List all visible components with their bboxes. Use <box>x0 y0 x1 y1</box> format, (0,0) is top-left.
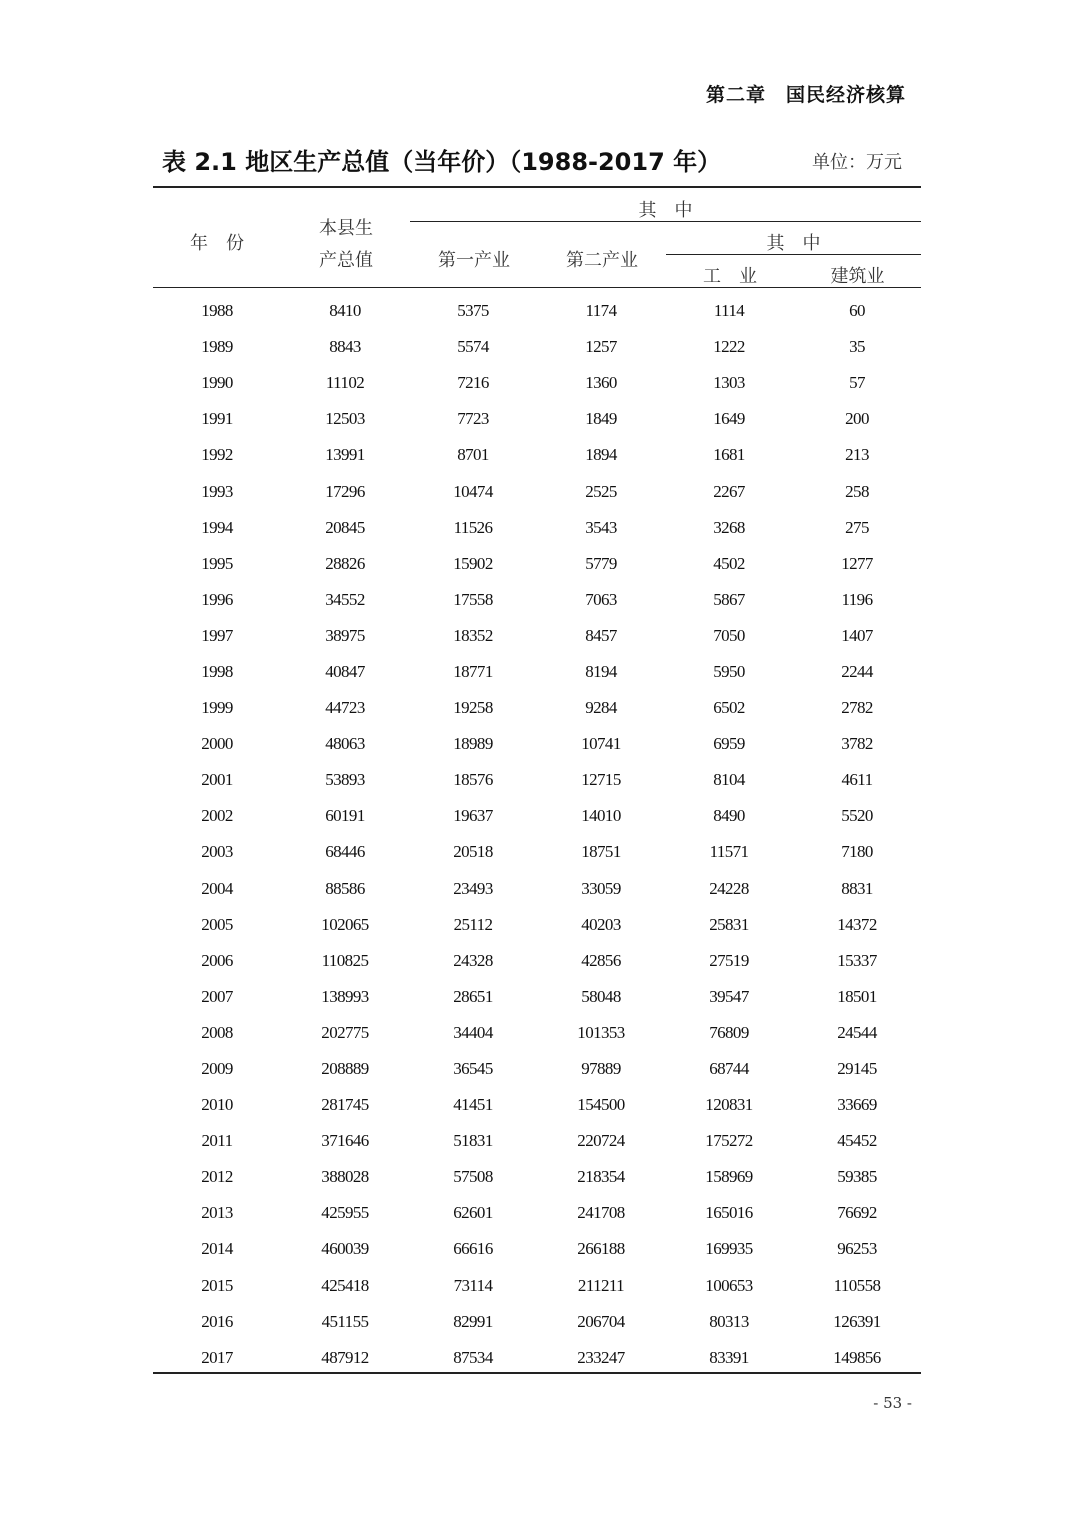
cell-secondary: 7063 <box>585 589 617 609</box>
cell-secondary: 58048 <box>581 986 621 1006</box>
cell-industry: 5950 <box>713 661 745 681</box>
header-gdp-line1: 本县生 <box>319 218 373 239</box>
cell-secondary: 1257 <box>585 337 617 357</box>
cell-primary: 19258 <box>453 698 493 718</box>
cell-construction: 126391 <box>833 1311 881 1331</box>
cell-year: 1991 <box>201 409 233 429</box>
cell-industry: 68744 <box>709 1059 749 1079</box>
cell-industry: 158969 <box>705 1167 753 1187</box>
cell-construction: 7180 <box>841 842 873 862</box>
cell-year: 2003 <box>201 842 233 862</box>
cell-gdp: 11102 <box>325 373 365 393</box>
cell-year: 2001 <box>201 770 233 790</box>
cell-gdp: 138993 <box>321 986 369 1006</box>
cell-industry: 11571 <box>709 842 749 862</box>
table-row <box>153 943 921 979</box>
cell-construction: 200 <box>845 409 869 429</box>
cell-gdp: 34552 <box>325 589 365 609</box>
cell-primary: 25112 <box>453 914 493 934</box>
cell-secondary: 14010 <box>581 806 621 826</box>
cell-gdp: 451155 <box>321 1311 369 1331</box>
cell-year: 2004 <box>201 878 233 898</box>
cell-secondary: 10741 <box>581 734 621 754</box>
table-row <box>153 907 921 943</box>
cell-primary: 8701 <box>457 445 489 465</box>
cell-construction: 5520 <box>841 806 873 826</box>
cell-construction: 149856 <box>833 1347 881 1367</box>
header-secondary-industry: 第二产业 <box>566 250 638 271</box>
cell-year: 2010 <box>201 1095 233 1115</box>
cell-industry: 6959 <box>713 734 745 754</box>
header-construction: 建筑业 <box>830 266 885 287</box>
cell-primary: 5375 <box>457 301 489 321</box>
cell-secondary: 1360 <box>585 373 617 393</box>
cell-industry: 8490 <box>713 806 745 826</box>
cell-construction: 275 <box>845 517 869 537</box>
cell-industry: 80313 <box>709 1311 749 1331</box>
cell-secondary: 206704 <box>577 1311 625 1331</box>
cell-year: 2008 <box>201 1022 233 1042</box>
cell-primary: 23493 <box>453 878 493 898</box>
cell-secondary: 154500 <box>577 1095 625 1115</box>
table-row <box>153 834 921 870</box>
cell-year: 1996 <box>201 589 233 609</box>
cell-primary: 18989 <box>453 734 493 754</box>
cell-secondary: 97889 <box>581 1059 621 1079</box>
cell-gdp: 281745 <box>321 1095 369 1115</box>
cell-construction: 76692 <box>837 1203 877 1223</box>
header-industry: 工 业 <box>703 266 757 287</box>
table-row <box>153 654 921 690</box>
table-row <box>153 690 921 726</box>
cell-construction: 18501 <box>837 986 877 1006</box>
table-row <box>153 473 921 509</box>
table-row <box>153 618 921 654</box>
cell-year: 1998 <box>201 661 233 681</box>
cell-industry: 7050 <box>713 625 745 645</box>
table-row <box>153 1159 921 1195</box>
table-row <box>153 437 921 473</box>
cell-year: 2016 <box>201 1311 233 1331</box>
header-year: 年 份 <box>190 233 244 254</box>
cell-secondary: 266188 <box>577 1239 625 1259</box>
cell-gdp: 48063 <box>325 734 365 754</box>
cell-gdp: 20845 <box>325 517 365 537</box>
cell-secondary: 18751 <box>581 842 621 862</box>
cell-year: 2014 <box>201 1239 233 1259</box>
cell-gdp: 388028 <box>321 1167 369 1187</box>
cell-year: 2017 <box>201 1347 233 1367</box>
cell-year: 1999 <box>201 698 233 718</box>
cell-construction: 2244 <box>841 661 873 681</box>
cell-primary: 20518 <box>453 842 493 862</box>
cell-primary: 82991 <box>453 1311 493 1331</box>
table-row <box>153 293 921 329</box>
cell-industry: 39547 <box>709 986 749 1006</box>
cell-secondary: 1174 <box>585 301 617 321</box>
cell-year: 2009 <box>201 1059 233 1079</box>
cell-year: 1992 <box>201 445 233 465</box>
cell-primary: 7723 <box>457 409 489 429</box>
cell-secondary: 9284 <box>585 698 617 718</box>
chapter-header: 第二章 国民经济核算 <box>705 84 906 106</box>
table-row <box>153 1123 921 1159</box>
cell-construction: 110558 <box>833 1275 881 1295</box>
cell-construction: 29145 <box>837 1059 877 1079</box>
cell-construction: 8831 <box>841 878 873 898</box>
cell-primary: 18576 <box>453 770 493 790</box>
cell-gdp: 460039 <box>321 1239 369 1259</box>
table-row <box>153 1340 921 1376</box>
cell-industry: 83391 <box>709 1347 749 1367</box>
cell-primary: 62601 <box>453 1203 493 1223</box>
cell-primary: 19637 <box>453 806 493 826</box>
cell-gdp: 68446 <box>325 842 365 862</box>
data-table <box>153 293 921 1376</box>
cell-primary: 11526 <box>453 517 493 537</box>
cell-industry: 2267 <box>713 481 745 501</box>
cell-construction: 96253 <box>837 1239 877 1259</box>
cell-secondary: 1849 <box>585 409 617 429</box>
cell-construction: 1277 <box>841 553 873 573</box>
cell-gdp: 102065 <box>321 914 369 934</box>
table-row <box>153 365 921 401</box>
table-row <box>153 1231 921 1267</box>
cell-industry: 120831 <box>705 1095 753 1115</box>
cell-secondary: 220724 <box>577 1131 625 1151</box>
cell-gdp: 371646 <box>321 1131 369 1151</box>
cell-construction: 24544 <box>837 1022 877 1042</box>
cell-industry: 1649 <box>713 409 745 429</box>
cell-construction: 45452 <box>837 1131 877 1151</box>
cell-secondary: 12715 <box>581 770 621 790</box>
cell-primary: 73114 <box>453 1275 493 1295</box>
cell-gdp: 13991 <box>325 445 365 465</box>
cell-primary: 34404 <box>453 1022 493 1042</box>
cell-year: 1989 <box>201 337 233 357</box>
cell-gdp: 60191 <box>325 806 365 826</box>
cell-primary: 5574 <box>457 337 489 357</box>
table-row <box>153 726 921 762</box>
cell-construction: 14372 <box>837 914 877 934</box>
cell-secondary: 101353 <box>577 1022 625 1042</box>
cell-secondary: 2525 <box>585 481 617 501</box>
cell-year: 2007 <box>201 986 233 1006</box>
cell-construction: 15337 <box>837 950 877 970</box>
table-row <box>153 1268 921 1304</box>
cell-industry: 1222 <box>713 337 745 357</box>
cell-industry: 6502 <box>713 698 745 718</box>
cell-construction: 57 <box>849 373 865 393</box>
cell-gdp: 53893 <box>325 770 365 790</box>
cell-secondary: 233247 <box>577 1347 625 1367</box>
cell-construction: 2782 <box>841 698 873 718</box>
table-title: 表 2.1 地区生产总值（当年价）（1988-2017 年） <box>162 148 722 176</box>
cell-year: 1997 <box>201 625 233 645</box>
title-row <box>162 142 902 182</box>
cell-primary: 51831 <box>453 1131 493 1151</box>
cell-primary: 28651 <box>453 986 493 1006</box>
header-of-which-sub: 其 中 <box>766 233 821 254</box>
cell-primary: 10474 <box>453 481 493 501</box>
cell-industry: 1303 <box>713 373 745 393</box>
header-gdp-line2: 产总值 <box>319 250 373 271</box>
cell-primary: 66616 <box>453 1239 493 1259</box>
cell-primary: 41451 <box>453 1095 493 1115</box>
cell-year: 1995 <box>201 553 233 573</box>
cell-gdp: 487912 <box>321 1347 369 1367</box>
cell-secondary: 5779 <box>585 553 617 573</box>
cell-gdp: 44723 <box>325 698 365 718</box>
cell-construction: 1196 <box>841 589 873 609</box>
cell-year: 1990 <box>201 373 233 393</box>
table-row <box>153 979 921 1015</box>
cell-secondary: 1894 <box>585 445 617 465</box>
cell-industry: 24228 <box>709 878 749 898</box>
cell-gdp: 17296 <box>325 481 365 501</box>
cell-industry: 1114 <box>713 301 745 321</box>
cell-secondary: 3543 <box>585 517 617 537</box>
cell-industry: 4502 <box>713 553 745 573</box>
cell-primary: 18352 <box>453 625 493 645</box>
cell-gdp: 110825 <box>321 950 369 970</box>
table-body <box>153 293 921 1376</box>
cell-industry: 76809 <box>709 1022 749 1042</box>
table-row <box>153 1195 921 1231</box>
cell-year: 2012 <box>201 1167 233 1187</box>
cell-gdp: 12503 <box>325 409 365 429</box>
cell-secondary: 8457 <box>585 625 617 645</box>
cell-gdp: 40847 <box>325 661 365 681</box>
cell-gdp: 28826 <box>325 553 365 573</box>
cell-gdp: 202775 <box>321 1022 369 1042</box>
cell-year: 1988 <box>201 301 233 321</box>
cell-secondary: 33059 <box>581 878 621 898</box>
cell-secondary: 8194 <box>585 661 617 681</box>
cell-industry: 5867 <box>713 589 745 609</box>
cell-industry: 27519 <box>709 950 749 970</box>
header-primary-industry: 第一产业 <box>438 250 510 271</box>
cell-construction: 33669 <box>837 1095 877 1115</box>
cell-year: 2013 <box>201 1203 233 1223</box>
cell-primary: 57508 <box>453 1167 493 1187</box>
cell-construction: 60 <box>849 301 865 321</box>
cell-primary: 15902 <box>453 553 493 573</box>
cell-secondary: 40203 <box>581 914 621 934</box>
cell-construction: 4611 <box>841 770 873 790</box>
table-row <box>153 1087 921 1123</box>
cell-secondary: 241708 <box>577 1203 625 1223</box>
cell-gdp: 88586 <box>325 878 365 898</box>
cell-primary: 87534 <box>453 1347 493 1367</box>
cell-secondary: 218354 <box>577 1167 625 1187</box>
cell-primary: 18771 <box>453 661 493 681</box>
table-row <box>153 762 921 798</box>
cell-primary: 7216 <box>457 373 489 393</box>
cell-year: 2006 <box>201 950 233 970</box>
cell-gdp: 38975 <box>325 625 365 645</box>
cell-construction: 3782 <box>841 734 873 754</box>
cell-primary: 17558 <box>453 589 493 609</box>
cell-year: 2015 <box>201 1275 233 1295</box>
cell-gdp: 208889 <box>321 1059 369 1079</box>
cell-construction: 35 <box>849 337 865 357</box>
top-rule <box>153 186 921 188</box>
table-row <box>153 401 921 437</box>
header-of-which: 其 中 <box>638 200 693 221</box>
cell-industry: 175272 <box>705 1131 753 1151</box>
cell-secondary: 42856 <box>581 950 621 970</box>
unit-label: 单位：万元 <box>812 152 902 173</box>
cell-industry: 169935 <box>705 1239 753 1259</box>
cell-industry: 165016 <box>705 1203 753 1223</box>
cell-construction: 1407 <box>841 625 873 645</box>
table-row <box>153 798 921 834</box>
cell-construction: 213 <box>845 445 869 465</box>
table-row <box>153 871 921 907</box>
cell-year: 1993 <box>201 481 233 501</box>
cell-gdp: 8410 <box>329 301 361 321</box>
cell-industry: 100653 <box>705 1275 753 1295</box>
cell-year: 2005 <box>201 914 233 934</box>
cell-industry: 1681 <box>713 445 745 465</box>
table-row <box>153 1051 921 1087</box>
table-row <box>153 546 921 582</box>
cell-gdp: 425418 <box>321 1275 369 1295</box>
table-row <box>153 1015 921 1051</box>
cell-primary: 24328 <box>453 950 493 970</box>
cell-construction: 59385 <box>837 1167 877 1187</box>
table-row <box>153 582 921 618</box>
table-row <box>153 329 921 365</box>
cell-construction: 258 <box>845 481 869 501</box>
table-row <box>153 510 921 546</box>
cell-industry: 25831 <box>709 914 749 934</box>
cell-industry: 8104 <box>713 770 745 790</box>
cell-gdp: 8843 <box>329 337 361 357</box>
cell-year: 2011 <box>201 1131 233 1151</box>
cell-year: 2002 <box>201 806 233 826</box>
page-number: - 53 - <box>873 1394 912 1412</box>
cell-secondary: 211211 <box>577 1275 625 1295</box>
cell-year: 1994 <box>201 517 233 537</box>
cell-primary: 36545 <box>453 1059 493 1079</box>
cell-industry: 3268 <box>713 517 745 537</box>
table-row <box>153 1304 921 1340</box>
cell-year: 2000 <box>201 734 233 754</box>
cell-gdp: 425955 <box>321 1203 369 1223</box>
